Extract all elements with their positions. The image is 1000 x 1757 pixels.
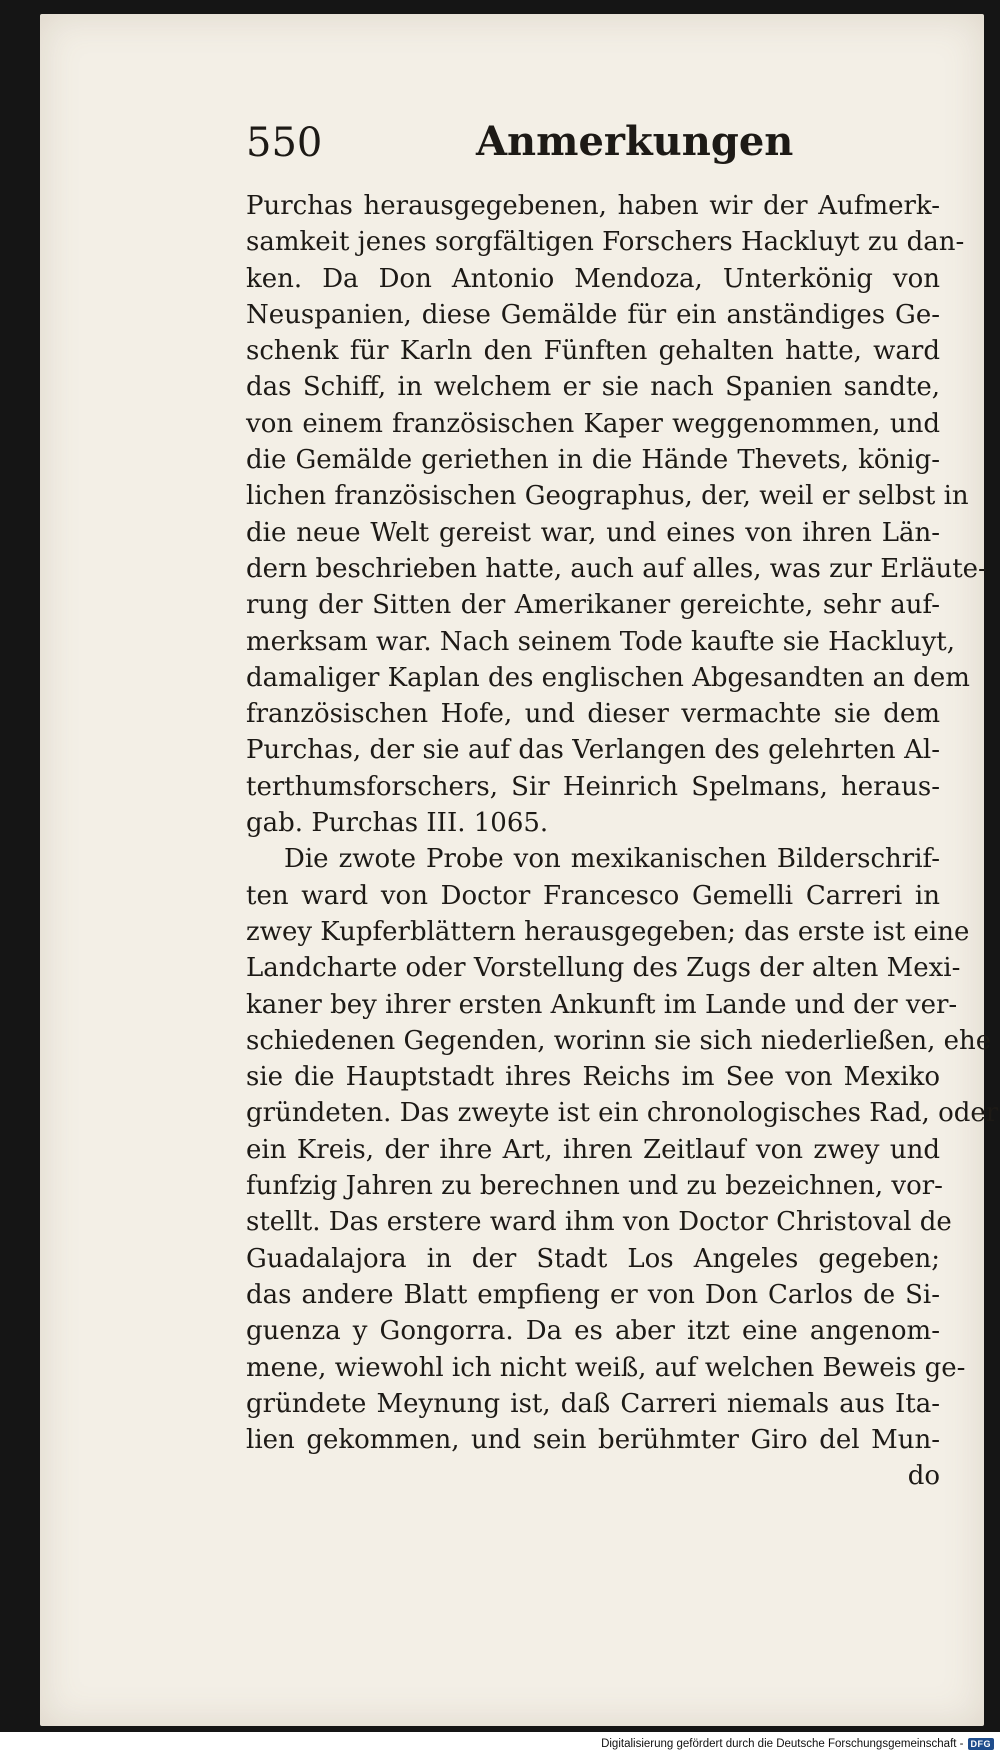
text-line-paragraph-start: Die zwote Probe von mexikanischen Bilderschrif- [284,844,940,875]
running-title: Anmerkungen [476,118,794,165]
digitization-footer [601,1735,994,1753]
text-line: rung der Sitten der Amerikaner gereichte, sehr auf- [246,590,940,621]
text-line: das andere Blatt empfieng er von Don Carlos de Si- [246,1279,940,1310]
text-line: ken. Da Don Antonio Mendoza, Unterkönig von [246,263,940,294]
page-header [246,118,794,176]
text-line: guenza y Gongorra. Da es aber itzt eine angenom- [246,1316,940,1347]
text-line: Guadalajora in der Stadt Los Angeles gegeben; [246,1243,940,1274]
text-line: gründete Meynung ist, daß Carreri niemals aus Ita- [246,1388,940,1419]
text-line: die neue Welt gereist war, und eines von ihren Län- [246,517,940,548]
text-line: das Schiff, in welchem er sie nach Spanien sandte, [246,372,940,403]
text-line-citation: gab. Purchas III. 1065. [246,808,549,839]
text-line: damaliger Kaplan des englischen Abgesandten an dem [246,662,970,693]
text-line: terthumsforschers, Sir Heinrich Spelmans, heraus- [246,771,940,802]
catchword: do [907,1461,940,1492]
text-line: die Gemälde geriethen in die Hände Thevets, könig- [246,445,940,476]
text-line: französischen Hofe, und dieser vermachte sie dem [246,699,940,730]
page-number: 550 [246,120,323,166]
text-line: dern beschrieben hatte, auch auf alles, was zur Erläute- [246,553,987,584]
text-line: merksam war. Nach seinem Tode kaufte sie Hackluyt, [246,626,956,657]
text-line: sie die Hauptstadt ihres Reichs im See von Mexiko [246,1062,940,1093]
dfg-logo: DFG [968,1738,995,1750]
text-line: stellt. Das erstere ward ihm von Doctor Christoval de [246,1207,952,1238]
text-line: lien gekommen, und sein berühmter Giro del Mun- [246,1425,940,1456]
text-line: Neuspanien, diese Gemälde für ein anständiges Ge- [246,299,940,330]
text-line: zwey Kupferblättern herausgegeben; das erste ist eine [246,916,970,947]
text-line: ten ward von Doctor Francesco Gemelli Carreri in [246,880,940,911]
text-line: Purchas, der sie auf das Verlangen des gelehrten Al- [246,735,940,766]
text-line: samkeit jenes sorgfältigen Forschers Hackluyt zu dan- [246,227,965,258]
text-line: schiedenen Gegenden, worinn sie sich niederließen, ehe [246,1025,992,1056]
text-line: gründeten. Das zweyte ist ein chronologisches Rad, oder [246,1098,999,1129]
text-line: Purchas herausgegebenen, haben wir der Aufmerk- [246,191,940,221]
text-line: ein Kreis, der ihre Art, ihren Zeitlauf von zwey und [246,1134,940,1165]
text-line: lichen französischen Geographus, der, weil er selbst in [246,481,969,512]
text-line: Landcharte oder Vorstellung des Zugs der alten Mexi- [246,953,961,984]
text-line: von einem französischen Kaper weggenommen, und [246,408,940,439]
text-line: kaner bey ihrer ersten Ankunft im Lande und der ver- [246,989,958,1020]
text-line: schenk für Karln den Fünften gehalten hatte, ward [246,336,940,367]
body-text [246,188,999,1495]
footer-credit: Digitalisierung gefördert durch die Deutsche Forschungsgemeinschaft - [601,1738,964,1750]
text-line: funfzig Jahren zu berechnen und zu bezeichnen, vor- [246,1171,943,1202]
text-line: mene, wiewohl ich nicht weiß, auf welchen Beweis ge- [246,1352,966,1383]
